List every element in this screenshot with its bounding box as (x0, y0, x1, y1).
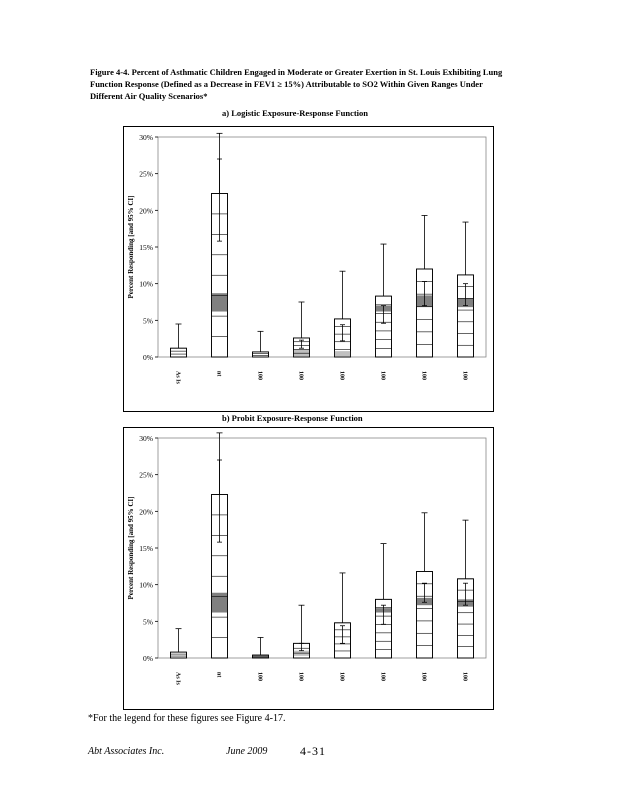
chart-b-panel (123, 427, 494, 710)
x-tick-label: As Is (174, 371, 181, 384)
x-tick-label: As Is (174, 672, 181, 685)
footer-org: Abt Associates Inc. (88, 746, 165, 757)
box (253, 352, 269, 357)
x-tick-label: 100 (297, 672, 304, 681)
y-tick-label: 0% (143, 353, 153, 362)
x-tick-label: 100 (338, 371, 345, 380)
page-number: 4-31 (300, 744, 326, 758)
box (376, 296, 392, 357)
y-tick-label: 5% (143, 617, 153, 627)
y-tick-label: 10% (139, 580, 153, 590)
chart-b-subtitle: b) Probit Exposure-Response Function (222, 413, 363, 423)
y-tick-label: 15% (139, 544, 153, 553)
y-tick-label: 30% (139, 133, 153, 142)
x-tick-label: 100 (256, 371, 263, 380)
figure-caption: Figure 4-4. Percent of Asthmatic Children Engaged in Moderate or Greater Exertion in St. Louis Exhibiting Lung Function Response (Defined as a Decrease in FEV1 ≥ 15%) Attributable to SO2 Within Given Ranges Under Different Air Quality Scenarios* (90, 67, 503, 101)
plot-area (158, 438, 486, 658)
x-tick-label: 100 (420, 672, 427, 681)
box (253, 655, 269, 658)
footnote: *For the legend for these figures see Figure 4-17. (88, 713, 286, 724)
x-tick-label: 100 (379, 672, 386, 681)
box-light-band (335, 351, 351, 357)
x-tick-label: nt (215, 371, 222, 377)
plot-area (158, 137, 486, 357)
y-axis-label: Percent Responding [and 95% CI] (127, 195, 135, 299)
x-tick-label: 100 (338, 672, 345, 681)
box-dark-band (212, 593, 228, 613)
x-tick-label: 100 (256, 672, 263, 681)
chart-svg (124, 127, 495, 413)
y-tick-label: 25% (139, 470, 153, 480)
chart-a-panel (123, 126, 494, 412)
y-tick-label: 20% (139, 206, 153, 216)
x-tick-label: 100 (461, 371, 468, 380)
chart-a-subtitle: a) Logistic Exposure-Response Function (222, 108, 369, 118)
x-tick-label: 100 (420, 371, 427, 380)
y-axis-label: Percent Responding [and 95% CI] (127, 496, 135, 600)
y-tick-label: 20% (139, 507, 153, 517)
y-tick-label: 15% (139, 243, 153, 252)
y-tick-label: 30% (139, 434, 153, 443)
y-tick-label: 10% (139, 279, 153, 289)
x-tick-label: 100 (379, 371, 386, 380)
x-tick-label: 100 (297, 371, 304, 380)
chart-svg (124, 428, 495, 711)
footer-date: June 2009 (226, 746, 268, 757)
x-tick-label: nt (215, 672, 222, 678)
y-tick-label: 5% (143, 316, 153, 326)
y-tick-label: 25% (139, 169, 153, 179)
y-tick-label: 0% (143, 654, 153, 663)
box (171, 652, 187, 658)
x-tick-label: 100 (461, 672, 468, 681)
box (171, 348, 187, 357)
